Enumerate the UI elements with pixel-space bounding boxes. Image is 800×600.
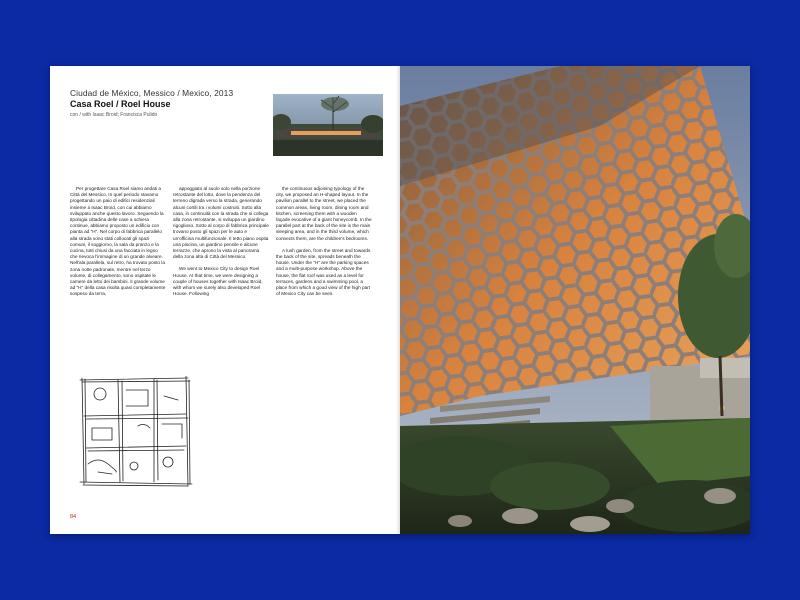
paragraph: the continuous adjoining typology of the city, we proposed an H-shaped layout. In the pavilion parallel to the street, we placed the common areas, living room, dining room and kitchen, screening them with a wooden façade evocative of a giant honeycomb. In the parallel part at the back of the site is the main sleeping area, and in the third volume, which connects them, are the children's bedrooms. <box>276 186 372 241</box>
paragraph: A lush garden, from the street and towards the back of the site, spreads beneath the house. Under the "H" are the parking spaces and a multi-purpose workshop. Above the house, the flat roof was used as a level for terraces, gardens and a swimming pool, a place from which a good view of the high part of Mexico City can be seen. <box>276 247 371 297</box>
magazine-spread <box>50 66 750 534</box>
text-column-1 <box>70 186 166 298</box>
project-credits: con / with Isaac Broid; Francisca Pulido <box>70 112 158 118</box>
left-page <box>50 66 400 534</box>
paragraph: Per progettare Casa Roel siamo andati a Città del Messico. In quel periodo stavamo progettando un paio di edifici residenziali insieme a Isaac Broid, con cui abbiamo sviluppato anche questo lavoro. Seguendo la tipologia cittadina delle case a schiera continue, abbiamo proposto un edificio con pianta ad "H". Nel corpo di fabbrica parallelo alla strada sono stati collocati gli spazi comuni, il soggiorno, la sala da pranzo e la cucina, tutti chiusi da una facciata in legno che rievoca l'immagine di un grande alveare. Nell'ala parallela, sul retro, ha trovato posto la zona notte padronale, mentre nel terzo volume, di collegamento, sono ospitate le camere da letto dei bambini. Il grande volume ad "H" della casa risulta quasi completamente sospeso da terra, <box>70 186 166 297</box>
right-page <box>400 66 750 534</box>
page-number: 84 <box>70 514 77 520</box>
project-title: Casa Roel / Roel House <box>70 99 171 109</box>
text-column-3 <box>276 186 372 297</box>
architectural-sketch <box>78 376 196 488</box>
project-location: Ciudad de México, Messico / Mexico, 2013 <box>70 88 234 98</box>
paragraph: appoggiato al suolo solo nella porzione retrostante del lotto, dove la pendenza del terreno digrada verso la strada, generando alcuni cortili tra i volumi costruiti. Sotto alla casa, in continuità con la strada che si collega alla zona retrostante, si sviluppa un giardino rigoglioso. Sotto al corpo di fabbrica principale trovano posto gli spazi per le auto e un'officina multifunzionale. Il tetto piano ospita una piscina, un giardino pensile e alcune terrazze, che aprono la vista al panorama della zona alta di Città del Messico. <box>173 186 269 260</box>
house-thumbnail-photo <box>273 94 383 156</box>
honeycomb-facade-photo <box>400 66 750 534</box>
paragraph: We went to Mexico City to design Roel House. At that time, we were designing a couple of houses together with Isaac Broid, with whom we surely also developed Roel House. Following <box>173 266 263 297</box>
text-column-2 <box>173 186 269 297</box>
